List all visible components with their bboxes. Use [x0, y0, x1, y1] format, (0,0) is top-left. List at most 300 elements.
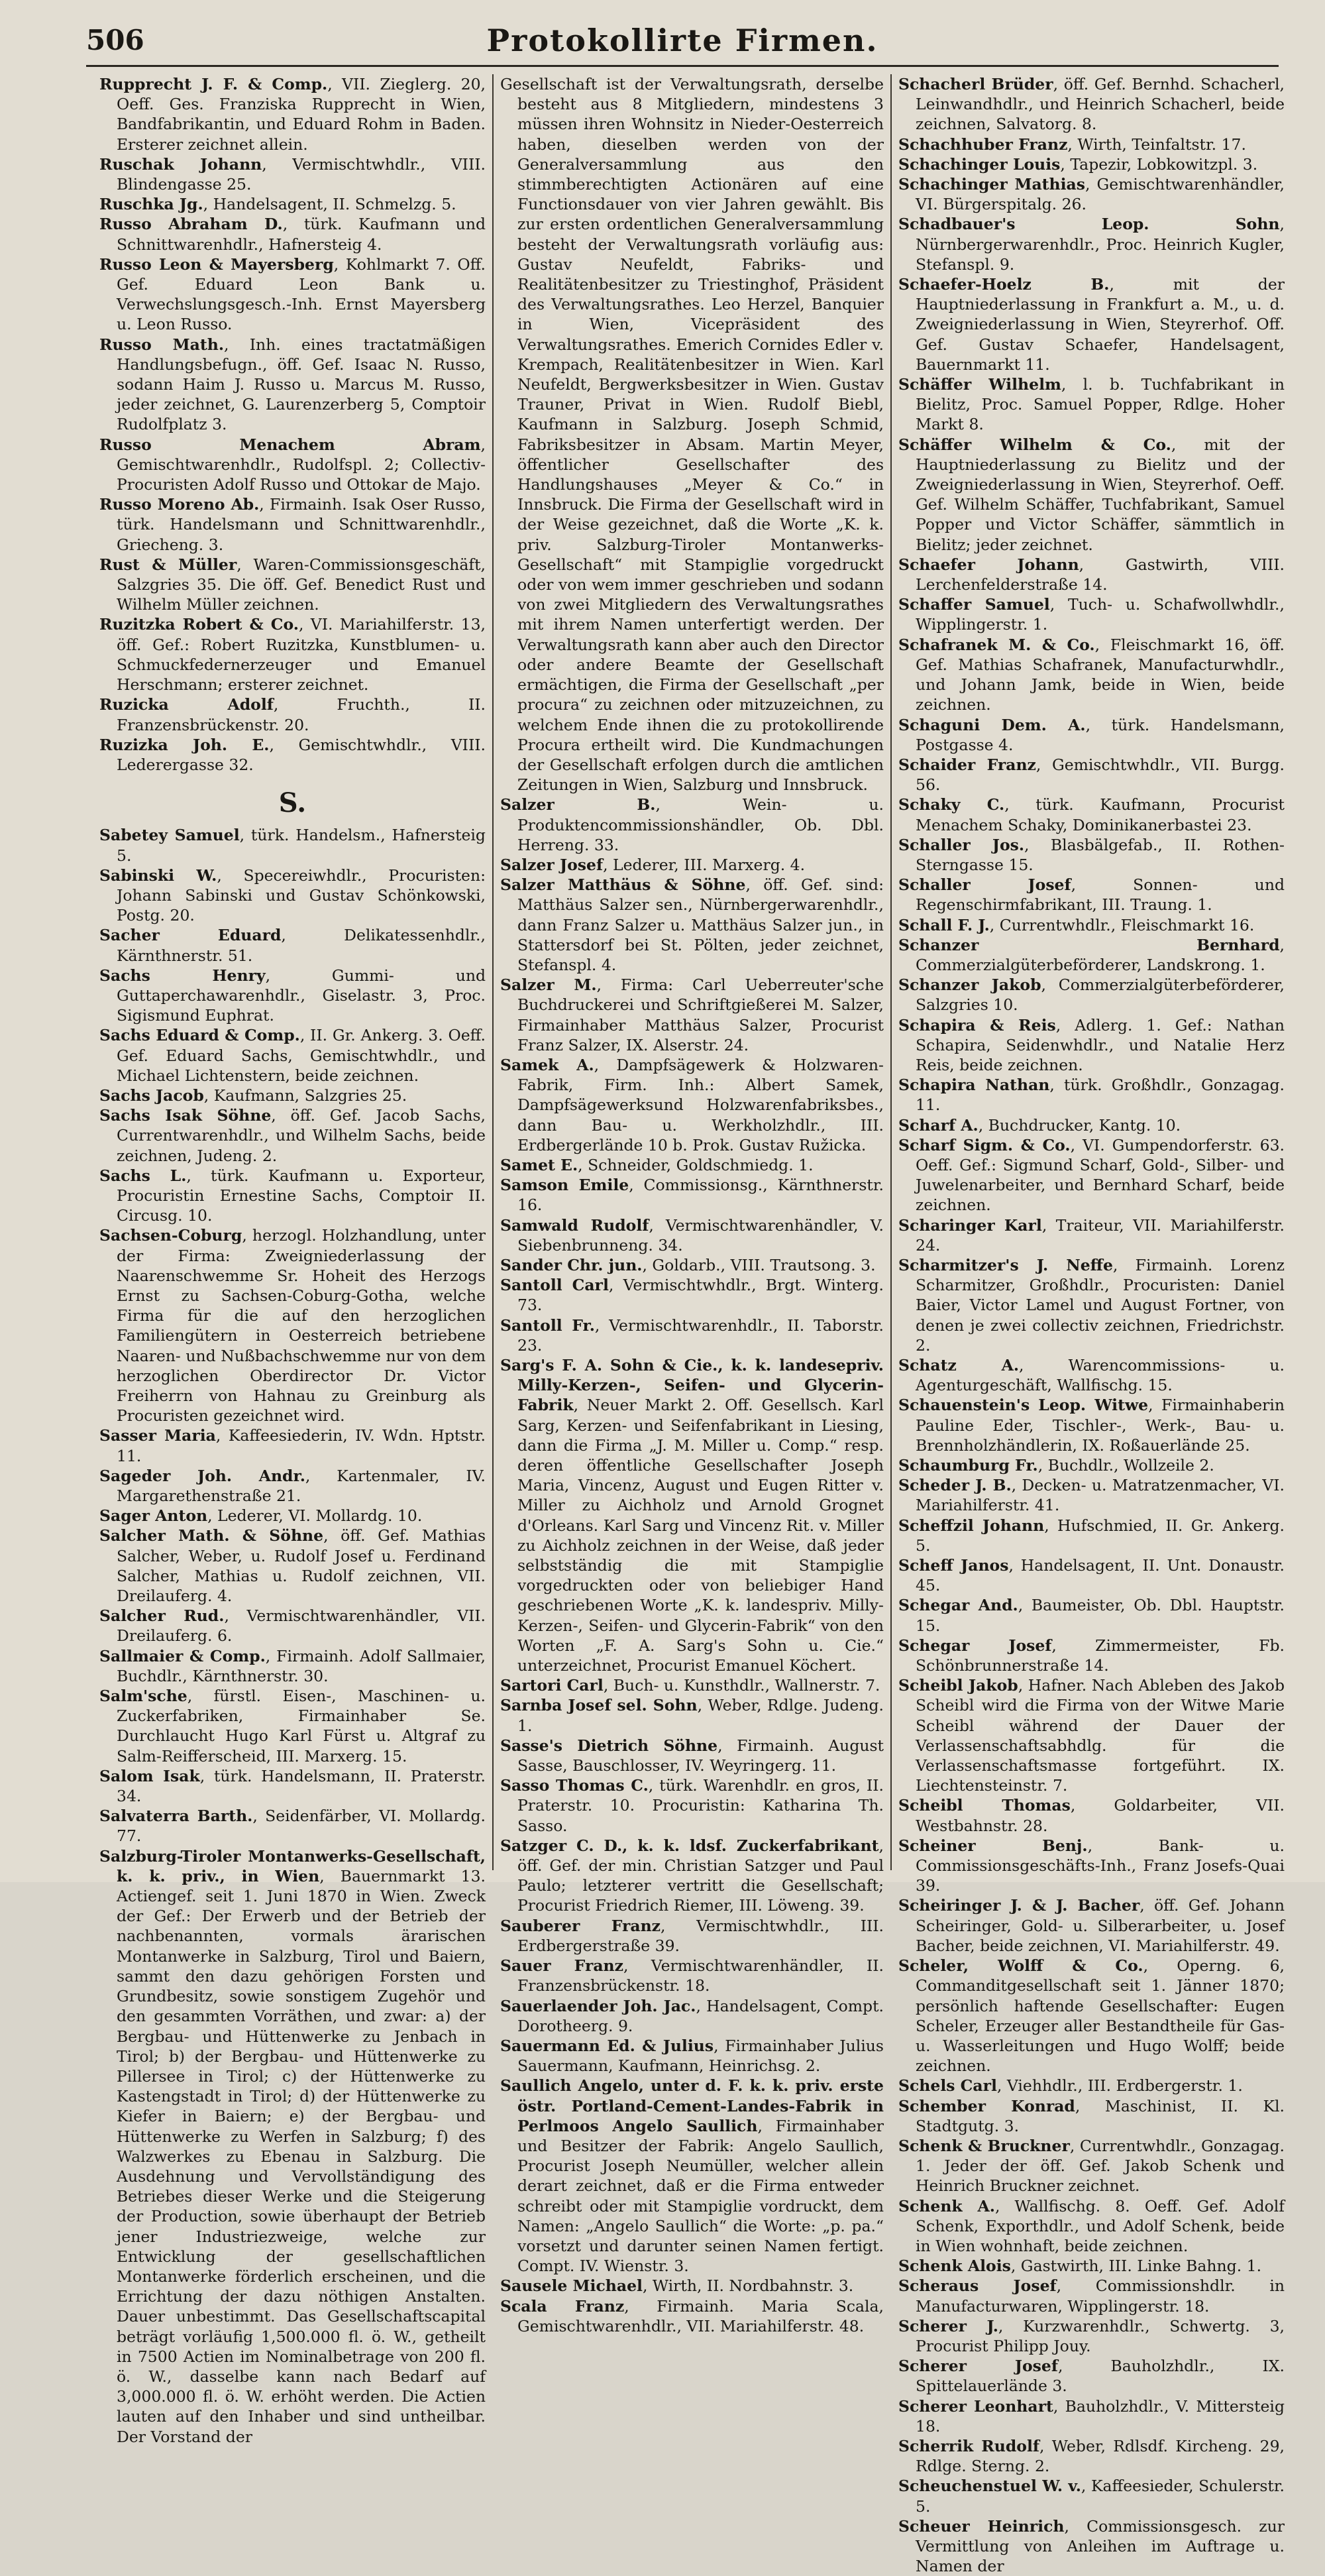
- firm-entry: [500, 2076, 884, 2276]
- firm-entry: [99, 1646, 486, 1686]
- firm-entry: [898, 74, 1285, 135]
- firm-details: , Gemischtwhdlr., VII. Burgg. 56.: [916, 755, 1285, 795]
- firm-entry: [99, 1426, 486, 1465]
- firm-entry: [898, 374, 1285, 435]
- firm-details: , türk. Handelsm., Hafnersteig 5.: [117, 826, 486, 865]
- page-header: [86, 20, 1279, 66]
- firm-entry: [898, 2276, 1285, 2316]
- firm-entry: [898, 1675, 1285, 1795]
- firm-details: , Wallfischg. 8. Oeff. Gef. Adolf Schenk, Exporthdlr., und Adolf Schenk, beide in Wien wohnhaft, beide zeichnen.: [916, 2196, 1285, 2255]
- firm-name: Schapira & Reis: [898, 1015, 1056, 1035]
- firm-details: , Specereiwhdlr., Procuristen: Johann Sabinski und Gustav Schönkowski, Postg. 20.: [117, 866, 486, 925]
- firm-name: Schäffer Wilhelm: [898, 375, 1061, 394]
- firm-details: , Waren-Commissionsgeschäft, Salzgries 35. Die öff. Gef. Benedict Rust und Wilhelm Müller zeichnen.: [117, 555, 486, 614]
- firm-entry: [898, 1015, 1285, 1076]
- firm-entry: [500, 795, 884, 855]
- firm-name: Sander Chr. jun.: [500, 1255, 643, 1274]
- firm-details: , Firmainh. Lorenz Scharmitzer, Großhdlr., Procuristen: Daniel Baier, Victor Lamel und August Fortner, von denen je zwei collectiv zeichnen, Friedrichstr. 2.: [916, 1255, 1285, 1355]
- firm-name: Schachinger Mathias: [898, 175, 1086, 194]
- firm-details: , Gemischtwarenhdlr., Rudolfspl. 2; Collectiv-Procuristen Adolf Russo und Ottokar de Majo.: [117, 435, 486, 494]
- firm-details: , Wein- u. Produktencommissionshändler, Ob. Dbl. Herreng. 33.: [517, 795, 884, 854]
- firm-details: , VI. Gumpendorferstr. 63. Oeff. Gef.: Sigmund Scharf, Gold-, Silber- und Juwelenarbeiter, und Bernhard Scharf, beide zeichnen.: [916, 1135, 1285, 1215]
- firm-name: Sausele Michael: [500, 2276, 643, 2296]
- firm-details: , Firmainhaber Julius Sauermann, Kaufmann, Heinrichsg. 2.: [517, 2036, 884, 2076]
- firm-name: Samek A.: [500, 1055, 594, 1074]
- firm-entry: [898, 1895, 1285, 1956]
- firm-name: Samson Emile: [500, 1176, 629, 1195]
- firm-name: Scharf A.: [898, 1115, 979, 1135]
- firm-entry: [99, 1166, 486, 1226]
- firm-details: , Fruchth., II. Franzensbrückenstr. 20.: [117, 695, 486, 734]
- firm-details: , öff. Gef. Mathias Salcher, Weber, u. Rudolf Josef u. Ferdinand Salcher, Mathias u. Rudolf zeichnen, VII. Dreilauferg. 4.: [117, 1526, 486, 1606]
- firm-details: , Firmainh. August Sasse, Bauschlosser, IV. Weyringerg. 11.: [517, 1736, 884, 1775]
- firm-name: Scheler, Wolff & Co.: [898, 1956, 1143, 1976]
- firm-name: Sarnba Josef sel. Sohn: [500, 1696, 698, 1715]
- firm-name: Salm'sche: [99, 1687, 187, 1706]
- firm-details: , herzogl. Holzhandlung, unter der Firma: Zweigniederlassung der Naarenschwemme Sr. Hoheit des Herzogs Ernst zu Sachsen-Coburg-Gotha, welche Firma für die auf den herzoglichen Familiengütern in Oesterreich betriebene Naaren- und Nußbachschwemme nur von dem herzoglichen Oberdirector Dr. Victor Freiherrn von Hahnau zu Greinburg als Procuristen gezeichnet wird.: [117, 1226, 486, 1426]
- firm-name: Sager Anton: [99, 1506, 208, 1526]
- firm-entry: [898, 715, 1285, 755]
- page-number: 506: [86, 24, 144, 56]
- firm-name: Schaumburg Fr.: [898, 1456, 1038, 1475]
- firm-name: Schauenstein's Leop. Witwe: [898, 1396, 1149, 1415]
- firm-name: Scheff Janos: [898, 1556, 1009, 1575]
- firm-name: Schaguni Dem. A.: [898, 715, 1086, 734]
- firm-details: , türk. Kaufmann und Schnittwarenhdlr., Hafnersteig 4.: [117, 215, 486, 254]
- firm-details: , Handelsagent, II. Unt. Donaustr. 45.: [916, 1556, 1285, 1595]
- firm-details: , Delikatessenhdlr., Kärnthnerstr. 51.: [117, 926, 486, 965]
- firm-name: Sachs Jacob: [99, 1086, 204, 1105]
- firm-entry: [500, 1215, 884, 1255]
- firm-entry: [99, 214, 486, 254]
- firm-name: Scheibl Thomas: [898, 1796, 1071, 1815]
- firm-name: Schachinger Louis: [898, 154, 1061, 174]
- firm-name: Russo Abraham D.: [99, 215, 283, 234]
- firm-details: , Buchdrucker, Kantg. 10.: [978, 1115, 1181, 1135]
- firm-details: , Vermischtwarenhändler, II. Franzensbrückenstr. 18.: [517, 1956, 884, 1995]
- firm-name: Ruzitzka Robert & Co.: [99, 615, 299, 634]
- firm-details: , Hafner. Nach Ableben des Jakob Scheibl wird die Firma von der Witwe Marie Scheibl während der Dauer der Verlassenschaftsabhdlg. für die Verlassenschaftsmasse fortgeführt. IX. Liechtensteinstr. 7.: [916, 1676, 1285, 1795]
- firm-name: Schaller Jos.: [898, 835, 1025, 854]
- firm-name: Schäffer Wilhelm & Co.: [898, 435, 1171, 454]
- firm-details: , Baumeister, Ob. Dbl. Hauptstr. 15.: [916, 1596, 1285, 1635]
- firm-name: Scheffzil Johann: [898, 1516, 1045, 1535]
- firm-name: Scharmitzer's J. Neffe: [898, 1255, 1113, 1274]
- firm-entry: [898, 1595, 1285, 1635]
- firm-details: , Handelsagent, Compt. Dorotheerg. 9.: [517, 1996, 884, 2035]
- firm-entry: [898, 2136, 1285, 2196]
- firm-name: Schanzer Jakob: [898, 976, 1041, 995]
- firm-name: Sallmaier & Comp.: [99, 1646, 266, 1665]
- firm-details: , Traiteur, VII. Mariahilferstr. 24.: [916, 1215, 1285, 1255]
- firm-entry: [99, 494, 486, 555]
- firm-entry: [99, 614, 486, 695]
- firm-entry: [898, 1115, 1285, 1135]
- firm-name: Salzer B.: [500, 795, 656, 814]
- firm-name: Sauer Franz: [500, 1956, 623, 1976]
- firm-details: , Vermischtwarenhändler, VII. Dreilauferg. 6.: [117, 1606, 486, 1646]
- firm-details: , Lederer, VI. Mollardg. 10.: [207, 1506, 423, 1526]
- firm-name: Schanzer Bernhard: [898, 935, 1280, 954]
- firm-details: , Commissionsgesch. zur Vermittlung von Anleihen im Auftrage u. Namen der: [916, 2516, 1285, 2576]
- firm-entry: [99, 695, 486, 734]
- firm-name: Scala Franz: [500, 2296, 625, 2316]
- firm-details: , Goldarbeiter, VII. Westbahnstr. 28.: [916, 1796, 1285, 1835]
- firm-entry: [99, 335, 486, 435]
- text-columns: [93, 74, 1292, 2576]
- firm-details: , Hufschmied, II. Gr. Ankerg. 5.: [916, 1516, 1285, 1555]
- firm-name: Schaffer Samuel: [898, 595, 1050, 614]
- firm-name: Sasser Maria: [99, 1426, 216, 1445]
- firm-details: , Bank- u. Commissionsgeschäfts-Inh., Franz Josefs-Quai 39.: [916, 1836, 1285, 1895]
- firm-details: Gesellschaft ist der Verwaltungsrath, derselbe besteht aus 8 Mitgliedern, mindestens 3 müssen ihren Wohnsitz in Nieder-Oesterreich haben, dieselben werden von der Generalversammlung aus den stimmberechtigten Actionären auf eine Functionsdauer von vier Jahren gewählt. Bis zur ersten ordentlichen Generalversammlung besteht der Verwaltungsrath vorläufig aus: Gustav Neufeldt, Fabriks- und Realitätenbesitzer zu Triestinghof, Präsident des Verwaltungsrathes. Leo Herzel, Banquier in Wien, Vicepräsident des Verwaltungsrathes. Emerich Cornides Edler v. Krempach, Realitätenbesitzer in Wien. Karl Neufeldt, Bergwerksbesitzer in Wien. Gustav Trauner, Privat in Wien. Rudolf Biebl, Kaufmann in Salzburg. Joseph Schmid, Fabriksbesitzer in Absam. Martin Meyer, öffentlicher Gesellschafter des Handlungshauses „Meyer & Co.“ in Innsbruck. Die Firma der Gesellschaft wird in der Weise gezeichnet, daß die Worte „K. k. priv. Salzburg-Tiroler Montanwerks-Gesellschaft“ mit Stampiglie vorgedruckt oder von wem immer geschrieben und sodann von zwei Mitgliedern des Verwaltungsrathes mit ihrem Namen unterfertigt werden. Der Verwaltungsrath kann aber auch den Director oder andere Beamte der Gesellschaft ermächtigen, die Firma der Gesellschaft „per procura“ zu zeichnen oder mitzuzeichnen, zu welchem Ende ihnen die zu protokollirende Procura ertheilt wird. Die Kundmachungen der Gesellschaft erfolgen durch die amtlichen Zeitungen in Wien, Salzburg und Innsbruck.: [500, 75, 884, 795]
- firm-name: Sachs L.: [99, 1166, 187, 1185]
- firm-entry: [500, 2036, 884, 2076]
- firm-details: , Vermischtwarenhändler, V. Siebenbrunneng. 34.: [517, 1215, 884, 1255]
- firm-details: , Maschinist, II. Kl. Stadtgutg. 3.: [916, 2096, 1285, 2135]
- firm-name: Samet E.: [500, 1155, 578, 1174]
- firm-entry: [898, 795, 1285, 834]
- firm-entry: [898, 1555, 1285, 1595]
- firm-name: Sachsen-Coburg: [99, 1226, 242, 1245]
- header-rule: [86, 65, 1279, 67]
- firm-entry: [898, 1956, 1285, 2076]
- firm-details: , VI. Mariahilferstr. 13, öff. Gef.: Robert Ruzitzka, Kunstblumen- u. Schmuckfedernerzeuger und Emanuel Herschmann; ersterer zeichnet.: [117, 615, 486, 695]
- firm-name: Satzger C. D., k. k. ldsf. Zuckerfabrikant: [500, 1836, 879, 1855]
- firm-details: , Commerzialgüterbeförderer, Salzgries 10.: [916, 976, 1285, 1015]
- firm-name: Salvaterra Barth.: [99, 1807, 253, 1826]
- firm-details: , türk. Handelsmann, Postgasse 4.: [916, 715, 1285, 754]
- firm-name: Scheraus Josef: [898, 2276, 1057, 2296]
- firm-details: , Firmainhaberin Pauline Eder, Tischler-, Werk-, Bau- u. Brennholzhändlerin, IX. Roßauerlände 25.: [916, 1396, 1285, 1455]
- firm-name: Scheiner Benj.: [898, 1836, 1088, 1855]
- firm-name: Russo Moreno Ab.: [99, 495, 260, 514]
- firm-entry: [898, 2516, 1285, 2576]
- firm-entry: [898, 594, 1285, 634]
- firm-name: Scherer J.: [898, 2316, 998, 2335]
- firm-name: Santoll Fr.: [500, 1316, 595, 1335]
- firm-details: , öff. Gef. der min. Christian Satzger und Paul Paulo; letzterer vertritt die Gesellschaft; Procurist Friedrich Riemer, III. Löweng. 39.: [517, 1836, 884, 1915]
- section-letter: S.: [278, 787, 307, 819]
- firm-details: , öff. Gef. Jacob Sachs, Currentwarenhdlr., und Wilhelm Sachs, beide zeichnen, Judeng. 2.: [117, 1106, 486, 1165]
- firm-details: , Buchdlr., Wollzeile 2.: [1037, 1456, 1214, 1475]
- firm-details: , Vermischtwarenhdlr., II. Taborstr. 23.: [517, 1316, 884, 1355]
- firm-details: , Viehhdlr., III. Erdbergerstr. 1.: [996, 2076, 1243, 2096]
- firm-details: , öff. Gef. sind: Matthäus Salzer sen., Nürnbergerwarenhdlr., dann Franz Salzer u. Matthäus Salzer jun., in Stattersdorf bei St. Pölten, jeder zeichnet, Stefanspl. 4.: [517, 875, 884, 974]
- firm-name: Sabetey Samuel: [99, 826, 240, 845]
- firm-name: Schenk & Bruckner: [898, 2136, 1070, 2155]
- firm-entry: [500, 855, 884, 875]
- firm-details: , Sonnen- und Regenschirmfabrikant, III. Traung. 1.: [916, 875, 1285, 915]
- firm-details: , Warencommissions- u. Agenturgeschäft, Wallfischg. 15.: [916, 1356, 1285, 1395]
- firm-entry: [500, 1675, 884, 1695]
- firm-details: , Bauholzhdlr., V. Mittersteig 18.: [916, 2396, 1285, 2436]
- firm-name: Sarg's F. A. Sohn & Cie., k. k. landesepriv. Milly-Kerzen-, Seifen- und Glycerin-Fabrik: [500, 1356, 884, 1415]
- firm-details: , Bauholzhdlr., IX. Spittelauerlände 3.: [916, 2357, 1285, 2396]
- firm-details: , Goldarb., VIII. Trautsong. 3.: [642, 1255, 876, 1274]
- firm-name: Scharinger Karl: [898, 1215, 1042, 1235]
- firm-name: Schadbauer's Leop. Sohn: [898, 215, 1280, 234]
- firm-name: Scharf Sigm. & Co.: [898, 1135, 1071, 1154]
- firm-details: , türk. Warenhdlr. en gros, II. Praterstr. 10. Procuristin: Katharina Th. Sasso.: [517, 1776, 884, 1835]
- firm-name: Scherer Leonhart: [898, 2396, 1053, 2416]
- firm-entry: [99, 555, 486, 615]
- firm-entry: [500, 1155, 884, 1175]
- firm-name: Rupprecht J. F. & Comp.: [99, 75, 328, 93]
- firm-details: , Kohlmarkt 7. Off. Gef. Eduard Leon Bank u. Verwechslungsgesch.-Inh. Ernst Mayersberg u. Leon Russo.: [117, 254, 486, 334]
- firm-details: , Nürnbergerwarenhdlr., Proc. Heinrich Kugler, Stefanspl. 9.: [916, 215, 1285, 274]
- firm-entry: [898, 2196, 1285, 2257]
- firm-name: Schatz A.: [898, 1356, 1020, 1374]
- firm-entry: [500, 875, 884, 975]
- firm-entry: [99, 1526, 486, 1606]
- firm-details: , Firmainh. Adolf Sallmaier, Buchdlr., Kärnthnerstr. 30.: [117, 1646, 486, 1685]
- firm-details: , Wirth, II. Nordbahnstr. 3.: [642, 2276, 854, 2296]
- firm-name: Ruzizka Joh. E.: [99, 735, 270, 754]
- firm-name: Salzer Josef: [500, 855, 604, 874]
- firm-name: Schels Carl: [898, 2076, 997, 2096]
- firm-name: Sauberer Franz: [500, 1916, 661, 1935]
- firm-entry: [898, 2396, 1285, 2436]
- firm-name: Ruzicka Adolf: [99, 695, 274, 714]
- firm-entry: [500, 74, 884, 795]
- firm-details: , türk. Handelsmann, II. Praterstr. 34.: [117, 1766, 486, 1806]
- firm-details: , öff. Gef. Johann Scheiringer, Gold- u. Silberarbeiter, u. Josef Bacher, beide zeichnen, VI. Mariahilferstr. 49.: [916, 1896, 1285, 1955]
- firm-entry: [99, 254, 486, 335]
- firm-entry: [500, 2296, 884, 2336]
- firm-name: Scheiringer J. & J. Bacher: [898, 1896, 1140, 1915]
- firm-entry: [99, 1846, 486, 2447]
- firm-entry: [898, 1135, 1285, 1215]
- firm-entry: [500, 1175, 884, 1215]
- firm-entry: [898, 915, 1285, 935]
- firm-details: , öff. Gef. Bernhd. Schacherl, Leinwandhdlr., und Heinrich Schacherl, beide zeichnen, Salvatorg. 8.: [916, 75, 1285, 134]
- firm-details: , Neuer Markt 2. Off. Gesellsch. Karl Sarg, Kerzen- und Seifenfabrikant in Liesing, dann die Firma „J. M. Miller u. Comp.“ resp. deren öffentliche Gesellschafter Joseph Maria, Vincenz, August und Eugen Ritter v. Miller zu Aichholz und Arnold Grognet d'Orleans. Karl Sarg und Vincenz Rit. v. Miller zu Aichholz zeichnen in der Weise, daß jeder selbstständig die mit Stampiglie vorgedruckten oder von beliebiger Hand geschriebenen Worte „K. k. landespriv. Milly-Kerzen-, Seifen- und Glycerin-Fabrik“ von den Worten „F. A. Sarg's Sohn u. Cie.“ unterzeichnet, Procurist Emanuel Köchert.: [517, 1396, 884, 1675]
- firm-entry: [99, 825, 486, 865]
- firm-details: , türk. Kaufmann u. Exporteur, Procuristin Ernestine Sachs, Comptoir II. Circusg. 10.: [117, 1166, 486, 1225]
- firm-entry: [99, 74, 486, 154]
- firm-entry: [898, 1836, 1285, 1896]
- firm-entry: [898, 274, 1285, 374]
- firm-entry: [99, 1025, 486, 1086]
- firm-details: , Handelsagent, II. Schmelzg. 5.: [203, 195, 456, 214]
- firm-name: Schegar Josef: [898, 1636, 1052, 1655]
- firm-details: , Buch- u. Kunsthdlr., Wallnerstr. 7.: [603, 1676, 880, 1695]
- firm-details: , Currentwhdlr., Gonzagag. 1. Jeder der öff. Gef. Jakob Schenk und Heinrich Bruckner zeichnet.: [916, 2136, 1285, 2196]
- firm-details: , Commerzialgüterbeförderer, Landskrong. 1.: [916, 935, 1285, 974]
- column-right: [892, 74, 1291, 2576]
- firm-entry: [898, 1636, 1285, 1675]
- firm-entry: [500, 1956, 884, 1995]
- firm-entry: [99, 1606, 486, 1646]
- firm-name: Sasso Thomas C.: [500, 1776, 649, 1795]
- firm-details: , Zimmermeister, Fb. Schönbrunnerstraße 14.: [916, 1636, 1285, 1675]
- firm-entry: [898, 875, 1285, 915]
- firm-details: , Vermischtwhdlr., Brgt. Winterg. 73.: [517, 1276, 884, 1315]
- firm-entry: [898, 1475, 1285, 1515]
- firm-entry: [898, 1516, 1285, 1555]
- firm-name: Sauermann Ed. & Julius: [500, 2036, 714, 2055]
- firm-entry: [500, 1736, 884, 1775]
- firm-entry: [500, 1255, 884, 1275]
- firm-details: , Currentwhdlr., Fleischmarkt 16.: [989, 915, 1255, 934]
- firm-name: Scheibl Jakob: [898, 1676, 1018, 1695]
- firm-name: Scheuer Heinrich: [898, 2516, 1065, 2536]
- firm-entry: [898, 2256, 1285, 2276]
- firm-entry: [500, 1316, 884, 1355]
- firm-entry: [898, 975, 1285, 1015]
- firm-entry: [898, 1395, 1285, 1455]
- firm-name: Ruschak Johann: [99, 154, 262, 174]
- firm-details: , l. b. Tuchfabrikant in Bielitz, Proc. Samuel Popper, Rdlge. Hoher Markt 8.: [916, 375, 1285, 434]
- firm-name: Schaefer-Hoelz B.: [898, 275, 1110, 294]
- firm-entry: [898, 1795, 1285, 1835]
- firm-details: , Commissionsg., Kärnthnerstr. 16.: [517, 1176, 884, 1215]
- firm-entry: [898, 835, 1285, 875]
- firm-name: Schall F. J.: [898, 915, 990, 934]
- firm-entry: [500, 2276, 884, 2296]
- firm-entry: [898, 214, 1285, 274]
- firm-details: , Commissionshdlr. in Manufacturwaren, Wipplingerstr. 18.: [916, 2276, 1285, 2316]
- firm-entry: [500, 1355, 884, 1675]
- firm-name: Sacher Eduard: [99, 926, 282, 945]
- column-middle: [492, 74, 892, 2335]
- firm-details: , VII. Zieglerg. 20, Oeff. Ges. Franziska Rupprecht in Wien, Bandfabrikantin, und Eduard Rohm in Baden. Ersterer zeichnet allein.: [117, 75, 486, 154]
- firm-details: , Firma: Carl Ueberreuter'sche Buchdruckerei und Schriftgießerei M. Salzer, Firmainhaber Matthäus Salzer, Procurist Franz Salzer, IX. Alserstr. 24.: [517, 976, 884, 1054]
- firm-details: , Kaffeesieder, Schulerstr. 5.: [916, 2477, 1285, 2516]
- firm-name: Schaller Josef: [898, 875, 1071, 895]
- firm-entry: [898, 1075, 1285, 1115]
- firm-name: Sachs Henry: [99, 966, 266, 985]
- firm-entry: [898, 1455, 1285, 1475]
- firm-entry: [500, 1836, 884, 1916]
- firm-details: , Bauernmarkt 13. Actiengef. seit 1. Juni 1870 in Wien. Zweck der Gef.: Der Erwerb und der Betrieb der nachbenannten, vormals ärarischen Montanwerke in Salzburg, Tirol und Baiern, sammt den dazu gehörigen Forsten und Grundbesitz, sowie sonstigem Zugehör und den gesammten Vorräthen, und zwar: a) der Bergbau- und Hüttenwerke zu Jenbach in Tirol; b) der Bergbau- und Hüttenwerke zu Pillersee in Tirol; c) der Hüttenwerke zu Kastengstadt in Tirol; d) der Hüttenwerke zu Kiefer in Baiern; e) der Bergbau- und Hüttenwerke zu Werfen in Salzburg; f) des Walzwerkes zu Ebenau in Salzburg. Die Ausdehnung und Vervollständigung des Betriebes dieser Werke und die Steigerung der Production, sowie überhaupt der Betrieb jener Industriezweige, welche zur Entwicklung der gesellschaftlichen Montanwerke förderlich erscheinen, und die Errichtung der dazu nöthigen Anstalten. Dauer unbestimmt. Das Gesellschaftscapital beträgt vorläufig 1,500.000 fl. ö. W., getheilt in 7500 Actien im Nominalbetrage von 200 fl. ö. W., dasselbe kann nach Bedarf auf 3,000.000 fl. ö. W. erhöht werden. Die Actien lauten auf den Inhaber und sind untheilbar. Der Vorstand der: [117, 1866, 486, 2446]
- firm-entry: [898, 154, 1285, 174]
- firm-details: , Firmainh. Isak Oser Russo, türk. Handelsmann und Schnittwarenhdlr., Griecheng. 3.: [117, 495, 486, 554]
- firm-details: , Seidenfärber, VI. Mollardg. 77.: [117, 1807, 486, 1846]
- firm-entry: [99, 1105, 486, 1166]
- firm-entry: [898, 635, 1285, 715]
- firm-details: , Weber, Rdlsdf. Kircheng. 29, Rdlge. Sterng. 2.: [916, 2436, 1285, 2476]
- firm-name: Scherrik Rudolf: [898, 2436, 1040, 2455]
- firm-name: Scheuchenstuel W. v.: [898, 2477, 1081, 2496]
- firm-name: Rust & Müller: [99, 555, 237, 574]
- firm-entry: [99, 435, 486, 495]
- firm-entry: [500, 1916, 884, 1956]
- firm-entry: [898, 2436, 1285, 2476]
- firm-details: , Firmainh. Maria Scala, Gemischtwarenhdlr., VII. Mariahilferstr. 48.: [517, 2296, 884, 2335]
- firm-name: Schacherl Brüder: [898, 75, 1053, 93]
- firm-details: , Decken- u. Matratzenmacher, VI. Mariahilferstr. 41.: [916, 1476, 1285, 1515]
- firm-entry: [898, 2476, 1285, 2516]
- firm-entry: [898, 2096, 1285, 2136]
- firm-entry: [898, 1355, 1285, 1395]
- firm-name: Schaefer Johann: [898, 555, 1079, 574]
- firm-name: Scheder J. B.: [898, 1476, 1012, 1495]
- firm-details: , Gemischtwarenhändler, VI. Bürgerspitalg. 26.: [916, 175, 1285, 214]
- firm-name: Schafranek M. & Co.: [898, 635, 1095, 654]
- firm-details: , türk. Kaufmann, Procurist Menachem Schaky, Dominikanerbastei 23.: [916, 795, 1285, 834]
- running-title: Protokollirte Firmen.: [486, 23, 878, 58]
- firm-entry: [500, 1695, 884, 1735]
- firm-entry: [500, 1775, 884, 1836]
- firm-entry: [898, 135, 1285, 154]
- firm-details: , Gemischtwhdlr., VIII. Lederergasse 32.: [117, 735, 486, 774]
- firm-name: Salom Isak: [99, 1766, 200, 1785]
- firm-details: , Blasbälgefab., II. Rothen-Sterngasse 15.: [916, 835, 1285, 874]
- firm-name: Russo Leon & Mayersberg: [99, 254, 334, 274]
- firm-details: , Weber, Rdlge. Judeng. 1.: [517, 1696, 884, 1735]
- firm-details: , Gastwirth, III. Linke Bahng. 1.: [1010, 2257, 1262, 2276]
- firm-name: Sageder Joh. Andr.: [99, 1466, 305, 1485]
- firm-entry: [500, 975, 884, 1055]
- firm-details: , türk. Großhdlr., Gonzagag. 11.: [916, 1076, 1285, 1115]
- firm-details: , Gastwirth, VIII. Lerchenfelderstraße 14.: [916, 555, 1285, 594]
- firm-details: , Wirth, Teinfaltstr. 17.: [1067, 135, 1246, 154]
- firm-details: , Dampfsägewerk & Holzwaren-Fabrik, Firm. Inh.: Albert Samek, Dampfsägewerksund Holzwarenfabriksbes., dann Bau- u. Werkholzhdlr., III. Erdbergerlände 10 b. Prok. Gustav Ružicka.: [517, 1055, 884, 1154]
- firm-entry: [99, 1506, 486, 1526]
- firm-details: , Adlerg. 1. Gef.: Nathan Schapira, Seidenwhdlr., und Natalie Herz Reis, beide zeichnen.: [916, 1015, 1285, 1074]
- firm-entry: [898, 1255, 1285, 1355]
- firm-entry: [898, 435, 1285, 555]
- firm-name: Sasse's Dietrich Söhne: [500, 1736, 718, 1755]
- firm-name: Sartori Carl: [500, 1676, 604, 1695]
- firm-entry: [99, 1225, 486, 1426]
- firm-entry: [99, 966, 486, 1026]
- firm-entry: [99, 1686, 486, 1766]
- firm-name: Russo Math.: [99, 335, 225, 354]
- firm-details: , mit der Hauptniederlassung in Frankfurt a. M., u. d. Zweigniederlassung in Wien, Steyrerhof. Off. Gef. Gustav Schaefer, Handelsagent, Bauernmarkt 11.: [916, 275, 1285, 374]
- firm-details: , Gummi- und Guttaperchawarenhdlr., Giselastr. 3, Proc. Sigismund Euphrat.: [117, 966, 486, 1025]
- firm-entry: [898, 555, 1285, 594]
- firm-name: Schenk Alois: [898, 2257, 1011, 2276]
- firm-details: , Operng. 6, Commanditgesellschaft seit 1. Jänner 1870; persönlich haftende Gesellschafter: Eugen Scheler, Erzeuger aller Bestandtheile für Gas- u. Wasserleitungen und Hugo Wolff; beide zeichnen.: [916, 1956, 1285, 2076]
- firm-details: , Tapezir, Lobkowitzpl. 3.: [1060, 154, 1258, 174]
- firm-name: Salzer M.: [500, 976, 597, 995]
- firm-name: Scherer Josef: [898, 2357, 1058, 2376]
- firm-entry: [99, 1766, 486, 1806]
- firm-details: , mit der Hauptniederlassung zu Bielitz und der Zweigniederlassung in Wien, Steyrerhof. Oeff. Gef. Wilhelm Schäffer, Tuchfabrikant, Samuel Popper und Victor Schäffer, sämmtlich in Bielitz; jeder zeichnet.: [916, 435, 1285, 554]
- firm-details: , Fleischmarkt 16, öff. Gef. Mathias Schafranek, Manufacturwhdlr., und Johann Jamk, beide in Wien, beide zeichnen.: [916, 635, 1285, 714]
- firm-entry: [500, 1275, 884, 1315]
- column-left: [93, 74, 492, 2446]
- firm-entry: [500, 1055, 884, 1155]
- firm-name: Ruschka Jg.: [99, 195, 203, 214]
- firm-entry: [898, 2356, 1285, 2396]
- firm-name: Schaky C.: [898, 795, 1005, 814]
- firm-details: , Tuch- u. Schafwollwhdlr., Wipplingerstr. 1.: [916, 595, 1285, 634]
- firm-name: Schachhuber Franz: [898, 135, 1068, 154]
- firm-entry: [99, 194, 486, 214]
- firm-entry: [898, 1215, 1285, 1255]
- firm-name: Sauerlaender Joh. Jac.: [500, 1996, 696, 2015]
- firm-entry: [898, 2316, 1285, 2356]
- firm-details: , Vermischtwhdlr., VIII. Blindengasse 25.: [117, 154, 486, 194]
- firm-entry: [500, 1996, 884, 2036]
- firm-entry: [99, 866, 486, 926]
- firm-details: , Kartenmaler, IV. Margarethenstraße 21.: [117, 1466, 486, 1506]
- firm-details: , Vermischtwhdlr., III. Erdbergerstraße 39.: [517, 1916, 884, 1955]
- firm-details: , Firmainhaber und Besitzer der Fabrik: Angelo Saullich, Procurist Joseph Neumüller, welcher allein derart zeichnet, daß er die Firma entweder schreibt oder mit Stampiglie vordruckt, dem Namen: „Angelo Saullich“ die Worte: „p. pa.“ vorsetzt und darunter seinen Namen fertigt. Compt. IV. Wienstr. 3.: [517, 2116, 884, 2276]
- firm-name: Sachs Eduard & Comp.: [99, 1026, 300, 1045]
- firm-details: , Kurzwarenhdlr., Schwertg. 3, Procurist Philipp Jouy.: [916, 2316, 1285, 2355]
- firm-entry: [99, 925, 486, 965]
- firm-entry: [898, 755, 1285, 795]
- firm-name: Schapira Nathan: [898, 1076, 1050, 1095]
- firm-name: Salzburg-Tiroler Montanwerks-Gesellschaft, k. k. priv., in Wien: [99, 1846, 486, 1885]
- firm-name: Salcher Math. & Söhne: [99, 1526, 324, 1545]
- firm-details: , Schneider, Goldschmiedg. 1.: [578, 1155, 814, 1174]
